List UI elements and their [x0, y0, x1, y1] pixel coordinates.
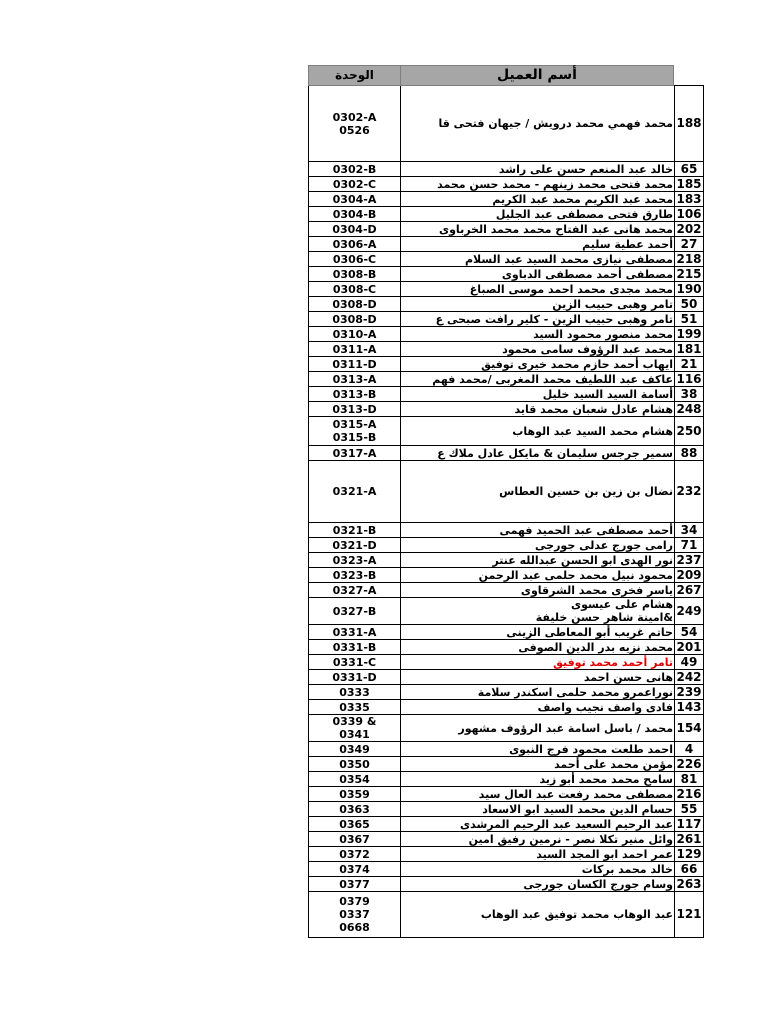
- table-row: [309, 715, 704, 742]
- number-cell[interactable]: 216: [676, 786, 702, 801]
- customer-name-cell[interactable]: محمد عبد الرؤوف سامى محمود: [401, 342, 675, 357]
- unit-cell[interactable]: 0331-C: [309, 655, 401, 670]
- unit-cell[interactable]: 0333: [309, 685, 401, 700]
- customer-name-cell[interactable]: ايهاب أحمد حازم محمد خيرى توفيق: [401, 357, 675, 372]
- number-cell[interactable]: 226: [676, 756, 702, 771]
- customer-name-cell[interactable]: تامر وهبى حبيب الزين - كلير رافت صبحى ع: [401, 312, 675, 327]
- customer-name-cell[interactable]: تامر وهبى حبيب الزين: [401, 297, 675, 312]
- unit-cell[interactable]: 0306-A: [309, 237, 401, 252]
- number-cell[interactable]: 237: [676, 552, 702, 567]
- customer-name-cell[interactable]: أحمد مصطفى عبد الحميد فهمى: [401, 523, 675, 538]
- number-cell[interactable]: 215: [676, 266, 702, 281]
- unit-cell[interactable]: 0313-D: [309, 402, 401, 417]
- table-row: [309, 461, 704, 523]
- customer-name-cell[interactable]: هشام عادل شعبان محمد قايد: [401, 402, 675, 417]
- unit-cell[interactable]: 0310-A: [309, 327, 401, 342]
- customer-name-cell[interactable]: محمود نبيل محمد حلمى عبد الرحمن: [401, 568, 675, 583]
- number-cell[interactable]: 218: [676, 251, 702, 266]
- table-row: [309, 222, 704, 237]
- table-row: [309, 625, 704, 640]
- customer-name-cell[interactable]: محمد / باسل اسامة عبد الرؤوف مشهور: [401, 715, 675, 742]
- unit-cell[interactable]: 0335: [309, 700, 401, 715]
- table-row: [309, 237, 704, 252]
- number-cell[interactable]: 121: [675, 892, 704, 938]
- customer-name-cell[interactable]: عمر احمد ابو المجد السيد: [401, 847, 675, 862]
- number-cell[interactable]: 248: [676, 401, 702, 416]
- customer-name-cell[interactable]: تامر أحمد محمد توفيق: [401, 655, 675, 670]
- table-row: [309, 327, 704, 342]
- number-cell[interactable]: 49: [675, 655, 704, 670]
- number-cell[interactable]: 154: [675, 715, 704, 742]
- number-cell[interactable]: 143: [676, 699, 702, 714]
- unit-column-header[interactable]: الوحدة: [308, 65, 401, 86]
- unit-cell[interactable]: 0308-D: [309, 312, 401, 327]
- number-cell[interactable]: 38: [675, 387, 704, 402]
- customer-name-cell[interactable]: رامى جورج عدلى جورجى: [401, 538, 675, 553]
- number-cell[interactable]: 261: [676, 831, 702, 846]
- table-row: [309, 207, 704, 222]
- number-cell[interactable]: 50: [675, 297, 704, 312]
- table-row: [309, 568, 704, 583]
- table-row: [309, 553, 704, 568]
- table-row: [309, 417, 704, 446]
- customer-name-cell[interactable]: هشام محمد السيد عبد الوهاب: [401, 417, 675, 446]
- table-row: [309, 598, 704, 625]
- unit-cell[interactable]: 0372: [309, 847, 401, 862]
- unit-cell[interactable]: 0313-B: [309, 387, 401, 402]
- unit-cell[interactable]: 0339 & 0341: [309, 715, 401, 742]
- customer-name-cell[interactable]: مؤمن محمد على أحمد: [401, 757, 675, 772]
- unit-cell[interactable]: 0359: [309, 787, 401, 802]
- customer-name-cell[interactable]: محمد منصور محمود السيد: [401, 327, 675, 342]
- customer-name-cell[interactable]: محمد عبد الكريم محمد عبد الكريم: [401, 192, 675, 207]
- table-row: [309, 357, 704, 372]
- table-row: [309, 312, 704, 327]
- table-row: [309, 802, 704, 817]
- customer-name-cell[interactable]: سامح محمد محمد أبو زيد: [401, 772, 675, 787]
- unit-cell[interactable]: 0377: [309, 877, 401, 892]
- customer-name-cell[interactable]: هشام على عيسوى &امينة شاهر حسن خليفة: [401, 598, 675, 625]
- unit-cell[interactable]: 0374: [309, 862, 401, 877]
- table-row: [309, 297, 704, 312]
- unit-cell[interactable]: 0321-A: [309, 461, 401, 523]
- number-cell[interactable]: 267: [676, 582, 702, 597]
- unit-cell[interactable]: 0321-B: [309, 523, 401, 538]
- unit-cell[interactable]: 0304-B: [309, 207, 401, 222]
- number-cell[interactable]: 65: [675, 162, 704, 177]
- unit-cell[interactable]: 0302-B: [309, 162, 401, 177]
- number-cell[interactable]: 106: [676, 206, 702, 221]
- unit-cell[interactable]: 0367: [309, 832, 401, 847]
- customer-name-cell[interactable]: خالد محمد بركات: [401, 862, 675, 877]
- table-row: [309, 86, 704, 162]
- table-row: [309, 523, 704, 538]
- table-row: [309, 446, 704, 461]
- number-cell[interactable]: 88: [675, 446, 704, 461]
- unit-cell[interactable]: 0308-B: [309, 267, 401, 282]
- number-cell[interactable]: 249: [675, 598, 704, 625]
- unit-cell[interactable]: 0317-A: [309, 446, 401, 461]
- number-cell[interactable]: 190: [676, 281, 702, 296]
- table-row: [309, 670, 704, 685]
- number-cell[interactable]: 71: [675, 538, 704, 553]
- unit-cell[interactable]: 0311-A: [309, 342, 401, 357]
- customer-name-cell[interactable]: وسام جورج الكسان جورجى: [401, 877, 675, 892]
- table-row: [309, 742, 704, 757]
- table-row: [309, 402, 704, 417]
- unit-cell[interactable]: 0331-B: [309, 640, 401, 655]
- unit-cell[interactable]: 0363: [309, 802, 401, 817]
- customer-name-cell[interactable]: عبد الرحيم السعيد عبد الرحيم المرشدى: [401, 817, 675, 832]
- customer-name-cell[interactable]: حاتم غريب أبو المعاطى الزينى: [401, 625, 675, 640]
- customer-name-cell[interactable]: محمد نزيه بدر الدين الصوفى: [401, 640, 675, 655]
- table-row: [309, 583, 704, 598]
- number-cell[interactable]: 51: [675, 312, 704, 327]
- customer-name-cell[interactable]: مصطفى نيازى محمد السيد عبد السلام: [401, 252, 675, 267]
- number-cell[interactable]: 181: [676, 341, 702, 356]
- table-row: [309, 342, 704, 357]
- customer-name-cell[interactable]: أسامة السيد السيد خليل: [401, 387, 675, 402]
- number-cell[interactable]: 34: [675, 523, 704, 538]
- customer-name-column-header[interactable]: أسم العميل: [400, 65, 674, 86]
- number-cell[interactable]: 242: [676, 669, 702, 684]
- number-cell[interactable]: 263: [676, 876, 702, 891]
- unit-cell[interactable]: 0308-C: [309, 282, 401, 297]
- number-cell[interactable]: 66: [675, 862, 704, 877]
- customer-name-cell[interactable]: نور الهدى ابو الحسن عبدالله عنتر: [401, 553, 675, 568]
- unit-cell[interactable]: 0327-B: [309, 598, 401, 625]
- unit-cell[interactable]: 0308-D: [309, 297, 401, 312]
- customer-name-cell[interactable]: فادى واصف نجيب واصف: [401, 700, 675, 715]
- number-cell[interactable]: 199: [676, 326, 702, 341]
- table-row: [309, 162, 704, 177]
- unit-cell[interactable]: 0331-D: [309, 670, 401, 685]
- number-cell[interactable]: 116: [676, 371, 702, 386]
- customer-name-cell[interactable]: مصطفى أحمد مصطفى الدباوى: [401, 267, 675, 282]
- table-row: [309, 640, 704, 655]
- table-row: [309, 685, 704, 700]
- number-cell[interactable]: 185: [676, 176, 702, 191]
- customer-name-cell[interactable]: محمد فهمي محمد درويش / جيهان فتحى قا: [401, 86, 675, 162]
- number-cell[interactable]: 188: [675, 86, 704, 162]
- number-cell[interactable]: 4: [675, 742, 704, 757]
- table-row: [309, 538, 704, 553]
- unit-cell[interactable]: 0321-D: [309, 538, 401, 553]
- number-cell[interactable]: 55: [675, 802, 704, 817]
- unit-cell[interactable]: 0315-A 0315-B: [309, 417, 401, 446]
- customer-name-cell[interactable]: محمد فتحى محمد زينهم - محمد حسن محمد: [401, 177, 675, 192]
- customer-name-cell[interactable]: ياسر فخرى محمد الشرقاوى: [401, 583, 675, 598]
- number-cell[interactable]: 27: [675, 237, 704, 252]
- table-row: [309, 387, 704, 402]
- number-cell[interactable]: 129: [676, 846, 702, 861]
- customer-name-cell[interactable]: احمد طلعت محمود فرج النبوى: [401, 742, 675, 757]
- unit-cell[interactable]: 0350: [309, 757, 401, 772]
- number-cell[interactable]: 54: [675, 625, 704, 640]
- customer-name-cell[interactable]: سمير جرجس سليمان & مايكل عادل ملاك ع: [401, 446, 675, 461]
- table-row: [309, 252, 704, 267]
- unit-cell[interactable]: 0306-C: [309, 252, 401, 267]
- spreadsheet: [308, 65, 704, 938]
- table-row: [309, 177, 704, 192]
- unit-cell[interactable]: 0313-A: [309, 372, 401, 387]
- customer-name-cell[interactable]: محمد مجدى محمد احمد موسى الصباغ: [401, 282, 675, 297]
- unit-cell[interactable]: 0302-A 0526: [309, 86, 401, 162]
- table-row: [309, 847, 704, 862]
- customer-name-cell[interactable]: عبد الوهاب محمد توفيق عبد الوهاب: [401, 892, 675, 938]
- customers-table: [308, 85, 704, 938]
- table-row: [309, 862, 704, 877]
- unit-cell[interactable]: 0365: [309, 817, 401, 832]
- number-cell[interactable]: 202: [676, 221, 702, 236]
- table-row: [309, 757, 704, 772]
- unit-cell[interactable]: 0327-A: [309, 583, 401, 598]
- unit-cell[interactable]: 0304-A: [309, 192, 401, 207]
- table-row: [309, 372, 704, 387]
- unit-cell[interactable]: 0379 0337 0668: [309, 892, 401, 938]
- customer-name-cell[interactable]: حسام الدين محمد السيد ابو الاسعاد: [401, 802, 675, 817]
- customer-name-cell[interactable]: هانى حسن احمد: [401, 670, 675, 685]
- table-row: [309, 877, 704, 892]
- customer-name-cell[interactable]: وائل منير تكلا نصر - نرمين رفيق امين: [401, 832, 675, 847]
- table-row: [309, 892, 704, 938]
- unit-cell[interactable]: 0304-D: [309, 222, 401, 237]
- table-row: [309, 282, 704, 297]
- customer-name-cell[interactable]: طارق فتحى مصطفى عبد الجليل: [401, 207, 675, 222]
- number-cell[interactable]: 21: [675, 357, 704, 372]
- customer-name-cell[interactable]: نضال بن زين بن حسين العطاس: [401, 461, 675, 523]
- unit-cell[interactable]: 0331-A: [309, 625, 401, 640]
- customer-name-cell[interactable]: محمد هانى عبد الفتاح محمد محمد الخرباوى: [401, 222, 675, 237]
- unit-cell[interactable]: 0302-C: [309, 177, 401, 192]
- unit-cell[interactable]: 0323-B: [309, 568, 401, 583]
- table-row: [309, 787, 704, 802]
- unit-cell[interactable]: 0311-D: [309, 357, 401, 372]
- number-cell[interactable]: 239: [676, 684, 702, 699]
- table-row: [309, 700, 704, 715]
- number-cell[interactable]: 81: [675, 772, 704, 787]
- customer-name-cell[interactable]: خالد عبد المنعم حسن على راشد: [401, 162, 675, 177]
- customer-name-cell[interactable]: مصطفى محمد رفعت عبد العال سيد: [401, 787, 675, 802]
- unit-cell[interactable]: 0323-A: [309, 553, 401, 568]
- table-row: [309, 192, 704, 207]
- table-row: [309, 267, 704, 282]
- unit-cell[interactable]: 0354: [309, 772, 401, 787]
- header-row: [308, 65, 704, 85]
- customer-name-cell[interactable]: عاكف عبد اللطيف محمد المغربى /محمد فهم: [401, 372, 675, 387]
- number-cell[interactable]: 201: [676, 639, 702, 654]
- table-row: [309, 772, 704, 787]
- number-cell[interactable]: 250: [675, 417, 704, 446]
- number-cell[interactable]: 232: [675, 461, 704, 523]
- customer-name-cell[interactable]: نوراعمرو محمد حلمى اسكندر سلامة: [401, 685, 675, 700]
- unit-cell[interactable]: 0349: [309, 742, 401, 757]
- number-cell[interactable]: 183: [676, 191, 702, 206]
- table-row: [309, 655, 704, 670]
- number-cell[interactable]: 117: [676, 816, 702, 831]
- table-row: [309, 817, 704, 832]
- number-cell[interactable]: 209: [676, 567, 702, 582]
- table-row: [309, 832, 704, 847]
- customer-name-cell[interactable]: أحمد عطية سليم: [401, 237, 675, 252]
